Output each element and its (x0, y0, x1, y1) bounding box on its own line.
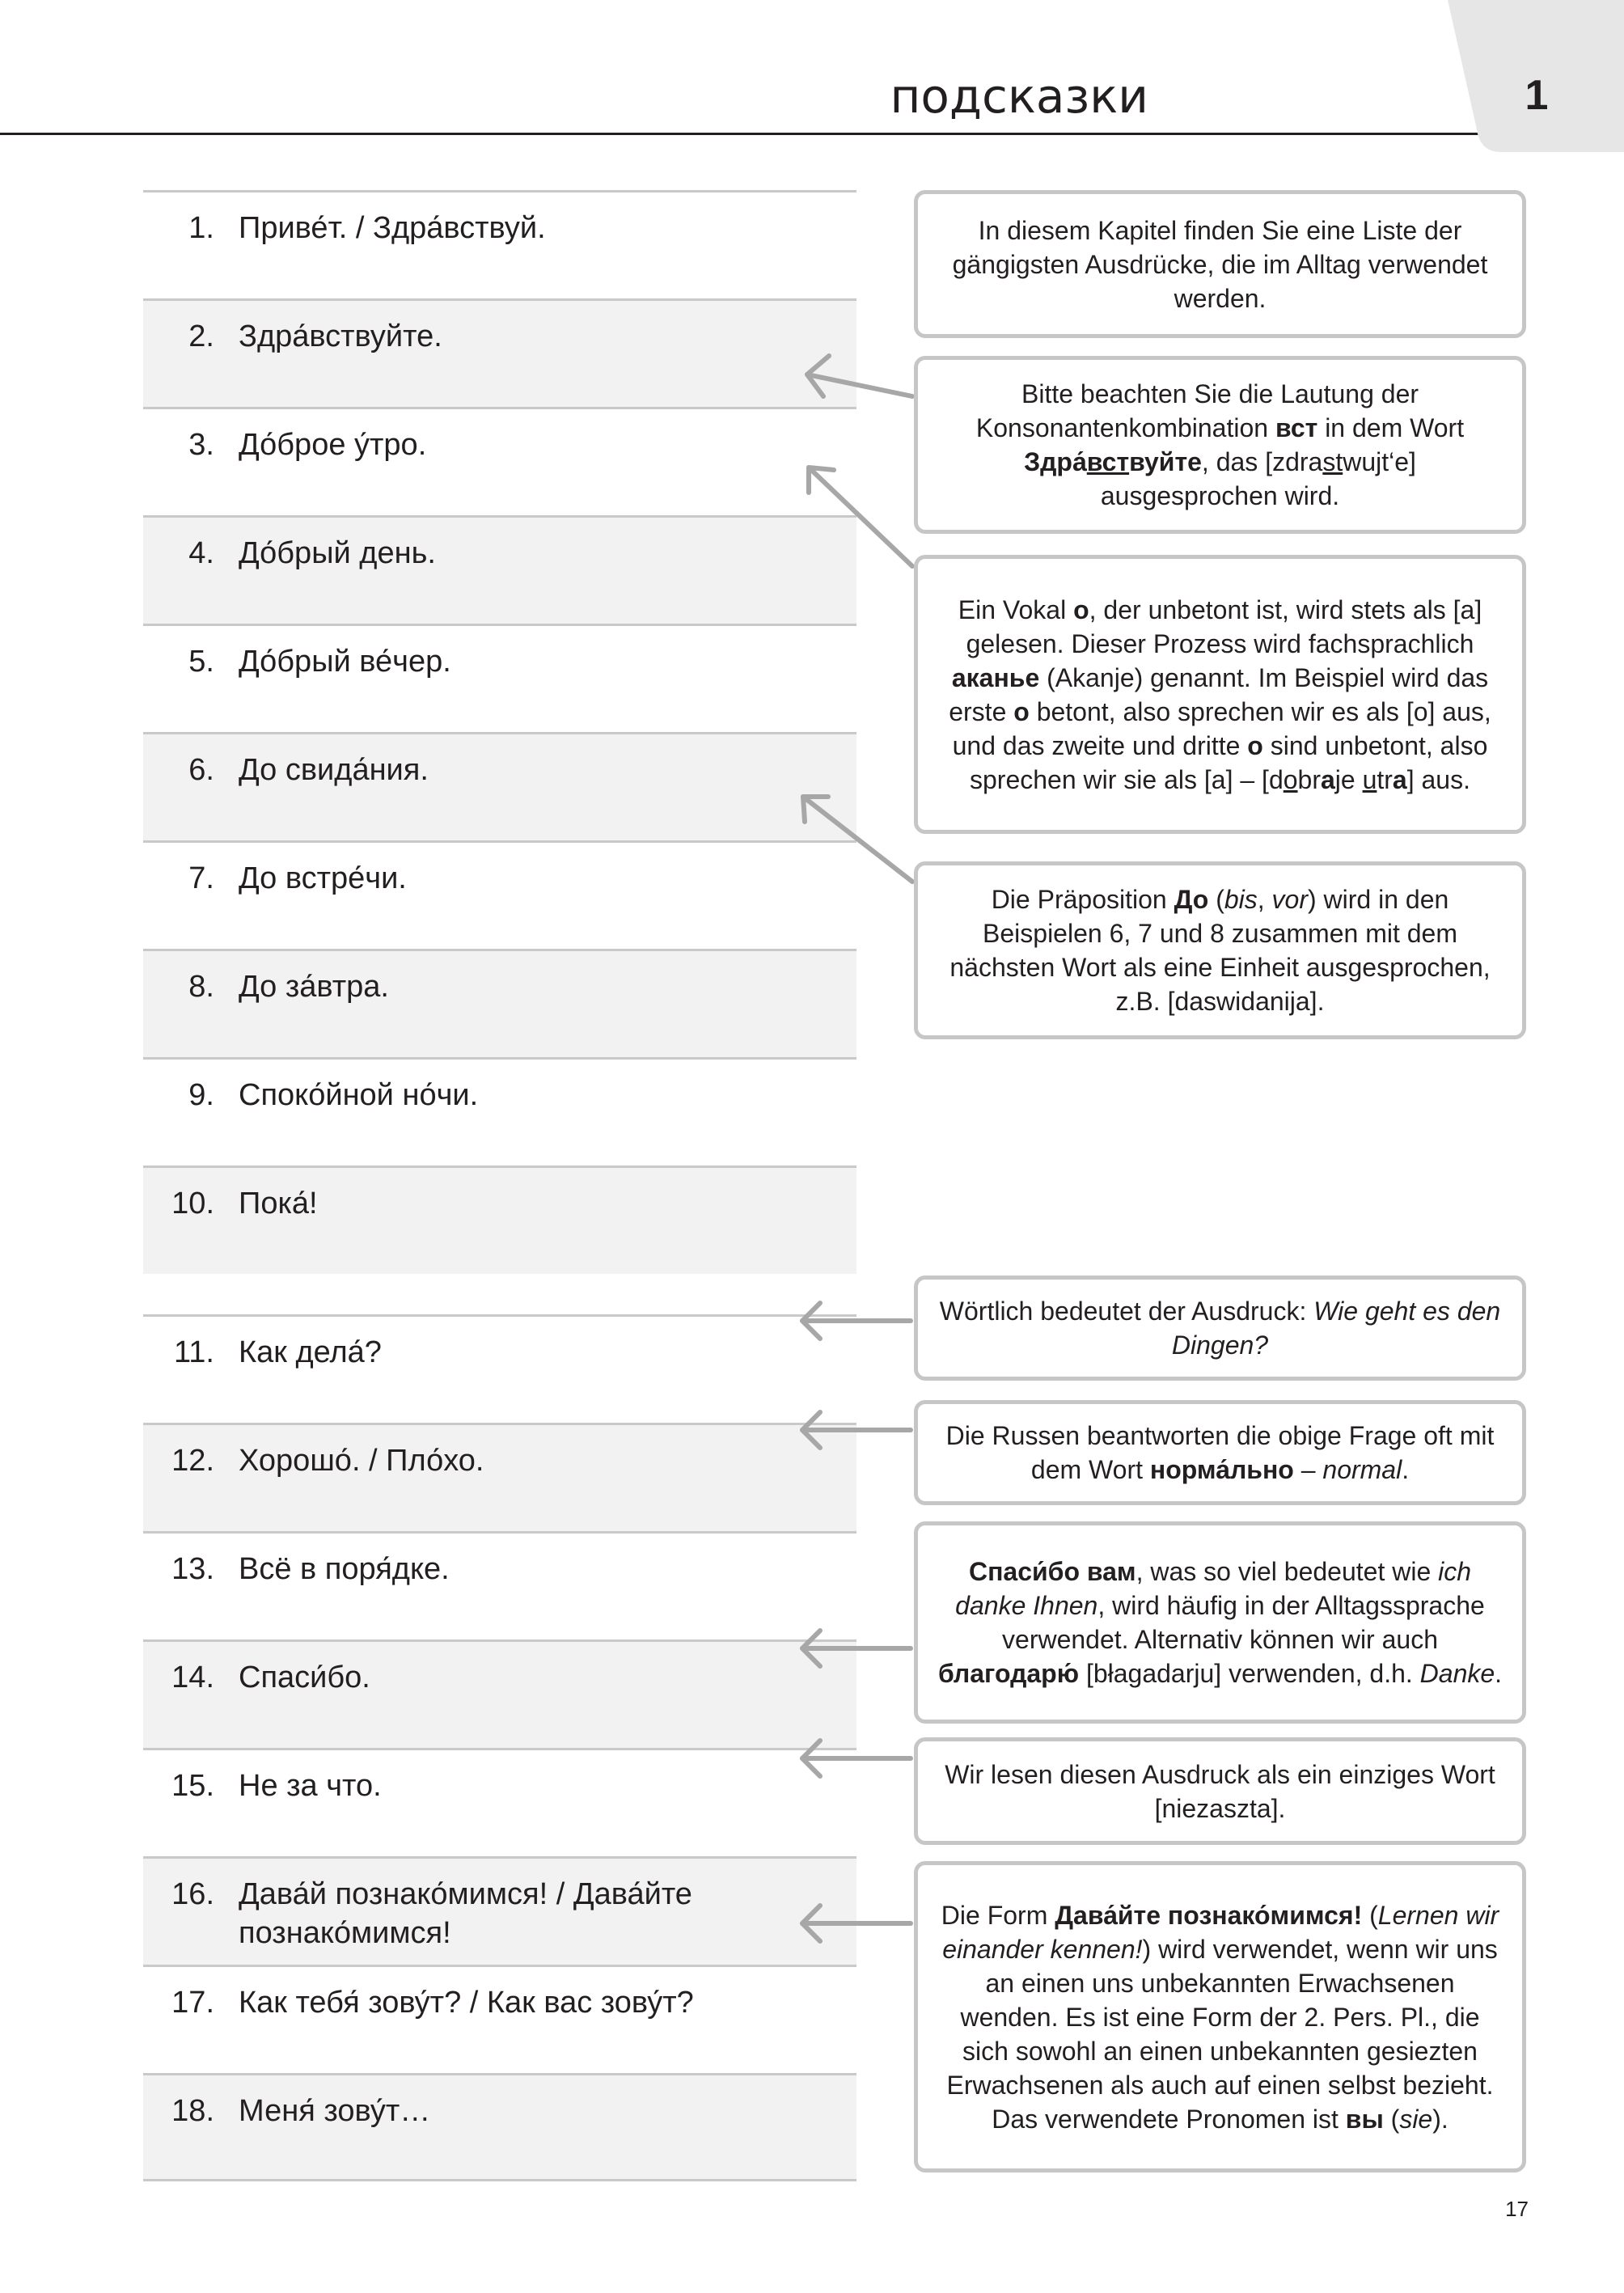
note-intro-text: In diesem Kapitel finden Sie eine Liste der gängigsten Ausdrücke, die im Alltag verwendet werden. (952, 215, 1488, 313)
phrase-text: Пока́! (239, 1187, 318, 1221)
phrase-number: 2. (188, 319, 214, 353)
phrase-row-13 (143, 1531, 856, 1639)
phrase-text: Приве́т. / Здра́вствуй. (239, 211, 546, 245)
phrase-row-16 (143, 1856, 856, 1965)
note-nezachto-text: Wir lesen diesen Ausdruck als ein einziges Wort [niezaszta]. (945, 1759, 1495, 1823)
note-do-text: Die Präposition До (bis, vor) wird in den Beispielen 6, 7 und 8 zusammen mit dem nächsten Wort als eine Einheit ausgesprochen, z.B. [daswidanija]. (949, 885, 1491, 1016)
note-spasibo (914, 1521, 1526, 1724)
phrase-row-5 (143, 624, 856, 732)
phrase-text: Как дела́? (239, 1335, 382, 1369)
chapter-number: 1 (1525, 72, 1549, 119)
phrase-row-3 (143, 407, 856, 515)
phrase-number: 3. (188, 428, 214, 462)
phrase-text: Хорошо́. / Пло́хо. (239, 1444, 484, 1478)
phrase-number: 11. (173, 1335, 214, 1369)
phrase-text: Здра́вствуйте. (239, 319, 442, 353)
phrase-text: Спаси́бо. (239, 1661, 370, 1694)
phrase-row-14 (143, 1639, 856, 1748)
phrase-row-1 (143, 190, 856, 298)
phrase-text: До́брый ве́чер. (239, 645, 451, 679)
phrase-number: 8. (188, 970, 214, 1004)
note-dela (914, 1276, 1526, 1381)
phrase-row-11 (143, 1314, 856, 1423)
phrase-text: До свида́ния. (239, 753, 429, 787)
phrase-text: Дава́й познако́мимся! / Дава́йте познако́мимся! (239, 1877, 692, 1950)
phrase-row-6 (143, 732, 856, 840)
phrase-text: Споко́йной но́чи. (239, 1078, 479, 1112)
phrase-text: Как тебя́ зову́т? / Как вас зову́т? (239, 1986, 694, 2020)
header-rule (0, 133, 1512, 135)
phrase-number: 7. (188, 861, 214, 895)
phrase-number: 16. (171, 1877, 214, 1911)
phrase-number: 13. (171, 1552, 214, 1586)
phrase-text: Меня́ зову́т… (239, 2094, 431, 2128)
phrase-text: До́брый день. (239, 536, 436, 570)
note-nezachto (914, 1737, 1526, 1845)
phrase-row-17 (143, 1965, 856, 2073)
page-title: подсказки (890, 69, 1148, 124)
note-akane (914, 555, 1526, 834)
phrase-number: 5. (188, 645, 214, 679)
note-dela-text: Wörtlich bedeutet der Ausdruck: Wie geht es den Dingen? (939, 1297, 1501, 1360)
phrase-row-12 (143, 1423, 856, 1531)
phrase-row-4 (143, 515, 856, 624)
phrase-number: 14. (171, 1661, 214, 1694)
note-intro (914, 190, 1526, 338)
note-normalno-text: Die Russen beantworten die obige Frage oft mit dem Wort норма́льно – normal. (945, 1421, 1495, 1484)
note-davajte-text: Die Form Дава́йте познако́мимся! (Lernen wir einander kennen!) wird verwendet, wenn wir uns an einen uns unbekannten Erwachsenen wenden. Es ist eine Form der 2. Pers. Pl., die sich sowohl an einen unbekannten gesiezten Erwachsenen als auch auf einen selbst bezieht. Das verwendete Pronomen ist вы (sie). (941, 1900, 1499, 2134)
note-vst (914, 356, 1526, 534)
phrase-table (143, 190, 856, 2181)
note-normalno (914, 1400, 1526, 1505)
phrase-text: Не за что. (239, 1769, 382, 1803)
phrase-text: Всё в поря́дке. (239, 1552, 450, 1586)
phrase-number: 15. (171, 1769, 214, 1803)
phrase-number: 1. (188, 211, 214, 245)
phrase-row-7 (143, 840, 856, 949)
note-spasibo-text: Спаси́бо вам, was so viel bedeutet wie ich danke Ihnen, wird häufig in der Alltagssprache verwendet. Alternativ können wir auch благодарю́ [błagadarju] verwenden, d.h. Danke. (937, 1557, 1503, 1688)
phrase-text: До́брое у́тро. (239, 428, 427, 462)
note-do (914, 861, 1526, 1039)
note-akane-text: Ein Vokal o, der unbetont ist, wird stets als [a] gelesen. Dieser Prozess wird fachsprachlich аканье (Akanje) genannt. Im Beispiel wird das erste o betont, also sprechen wir es als [o] aus, und das zweite und dritte o sind unbetont, also sprechen wir sie als [a] – [dobraje utra] aus. (949, 594, 1491, 794)
phrase-row-15 (143, 1748, 856, 1856)
phrase-row-8 (143, 949, 856, 1057)
phrase-number: 12. (171, 1444, 214, 1478)
phrase-row-9 (143, 1057, 856, 1166)
phrase-text: До за́втра. (239, 970, 389, 1004)
phrase-row-10 (143, 1166, 856, 1274)
phrase-row-2 (143, 298, 856, 407)
phrase-text: До встре́чи. (239, 861, 407, 895)
phrase-number: 6. (188, 753, 214, 787)
phrase-row-18 (143, 2073, 856, 2181)
note-davajte (914, 1861, 1526, 2172)
phrase-number: 10. (171, 1187, 214, 1221)
note-vst-text: Bitte beachten Sie die Lautung der Konsonantenkombination вст in dem Wort Здра́вствуйте, das [zdrastwujt‘e] ausgesprochen wird. (975, 379, 1465, 510)
phrase-number: 17. (171, 1986, 214, 2020)
phrase-number: 4. (188, 536, 214, 570)
phrase-number: 9. (188, 1078, 214, 1112)
phrase-number: 18. (171, 2094, 214, 2128)
page-number: 17 (1505, 2197, 1529, 2221)
